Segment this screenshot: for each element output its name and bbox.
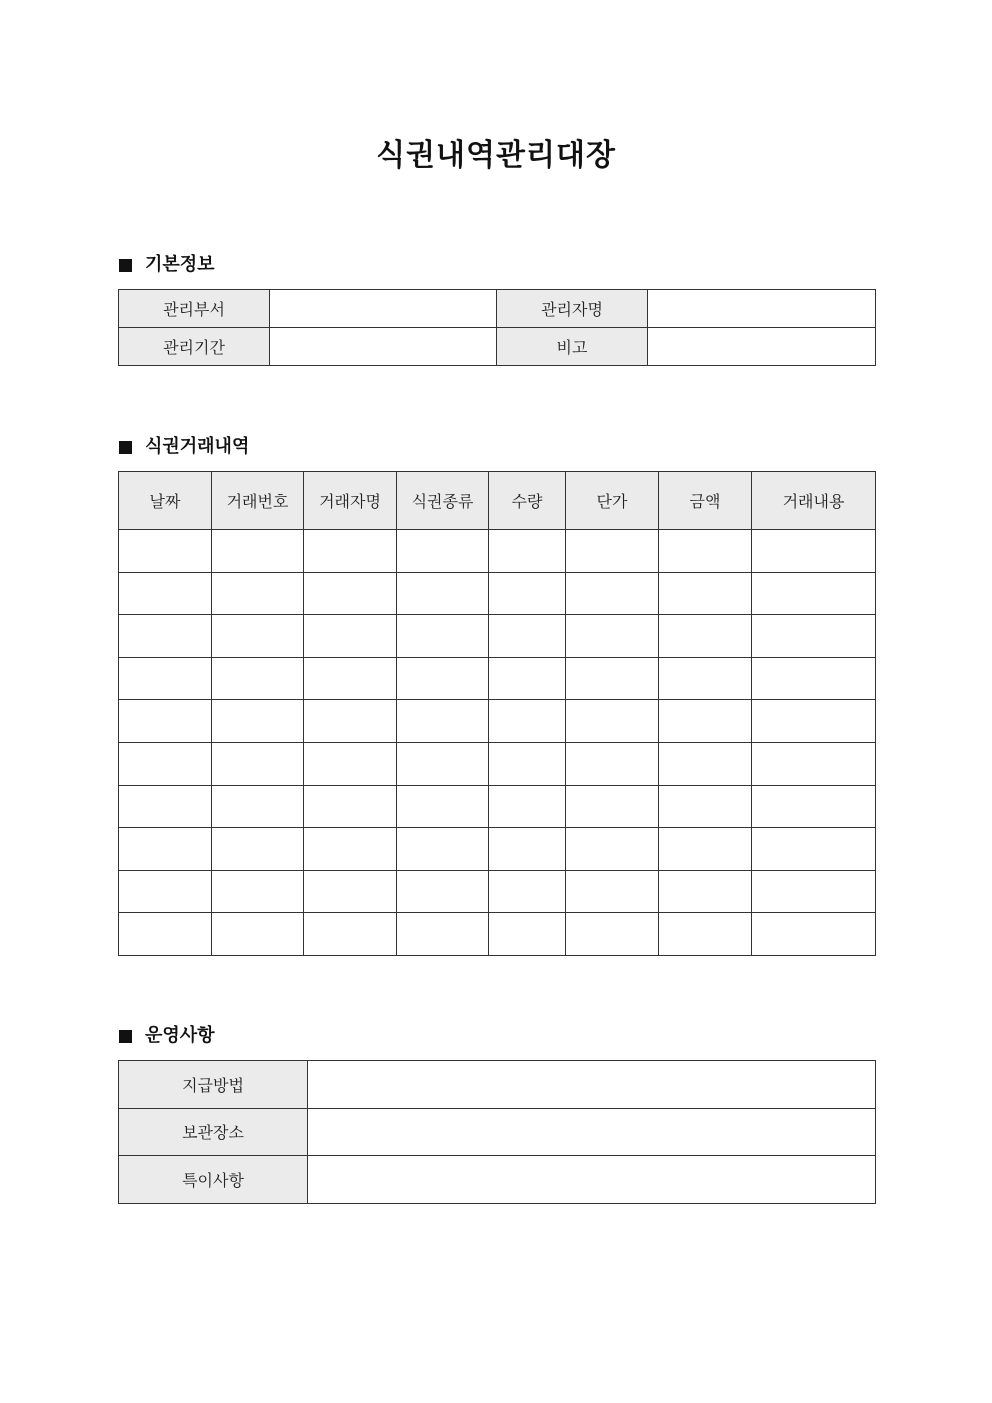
table-cell[interactable]: [659, 572, 752, 615]
table-cell[interactable]: [397, 657, 489, 700]
table-cell[interactable]: [752, 700, 876, 743]
table-cell[interactable]: [489, 615, 566, 658]
field-value-period[interactable]: [270, 328, 497, 366]
document-title: 식권내역관리대장: [376, 138, 616, 173]
table-row: [119, 870, 876, 913]
table-cell[interactable]: [304, 700, 397, 743]
table-cell[interactable]: [212, 700, 304, 743]
table-cell[interactable]: [489, 828, 566, 871]
table-cell[interactable]: [304, 572, 397, 615]
table-cell[interactable]: [212, 530, 304, 573]
table-cell[interactable]: [212, 913, 304, 956]
table-row: [119, 1061, 876, 1109]
square-bullet-icon: [119, 259, 132, 272]
table-cell[interactable]: [752, 742, 876, 785]
table-cell[interactable]: [212, 870, 304, 913]
column-header-transaction-number: 거래번호: [212, 472, 304, 530]
table-cell[interactable]: [659, 615, 752, 658]
section-heading-label: 운영사항: [145, 1025, 215, 1046]
table-cell[interactable]: [304, 828, 397, 871]
field-value-remarks[interactable]: [648, 328, 876, 366]
section-heading-basic-info: [119, 253, 215, 277]
field-label-special-notes: 특이사항: [119, 1156, 308, 1204]
table-row: [119, 615, 876, 658]
table-row: [119, 913, 876, 956]
table-cell[interactable]: [304, 530, 397, 573]
table-cell[interactable]: [566, 700, 659, 743]
table-cell[interactable]: [566, 530, 659, 573]
table-cell[interactable]: [119, 913, 212, 956]
table-cell[interactable]: [752, 828, 876, 871]
table-cell[interactable]: [212, 742, 304, 785]
table-row: [119, 530, 876, 573]
table-cell[interactable]: [566, 913, 659, 956]
table-cell[interactable]: [304, 785, 397, 828]
table-cell[interactable]: [659, 657, 752, 700]
table-cell[interactable]: [397, 742, 489, 785]
table-cell[interactable]: [489, 657, 566, 700]
table-cell[interactable]: [659, 828, 752, 871]
table-row: [119, 700, 876, 743]
table-cell[interactable]: [659, 530, 752, 573]
table-cell[interactable]: [119, 742, 212, 785]
column-header-quantity: 수량: [489, 472, 566, 530]
column-header-date: 날짜: [119, 472, 212, 530]
field-label-payment-method: 지급방법: [119, 1061, 308, 1109]
table-cell[interactable]: [397, 828, 489, 871]
table-cell[interactable]: [212, 785, 304, 828]
table-cell[interactable]: [119, 870, 212, 913]
field-label-manager: 관리자명: [497, 290, 648, 328]
table-cell[interactable]: [489, 530, 566, 573]
table-cell[interactable]: [119, 785, 212, 828]
column-header-unit-price: 단가: [566, 472, 659, 530]
table-row: [119, 290, 876, 328]
table-cell[interactable]: [659, 742, 752, 785]
table-row: [119, 742, 876, 785]
field-label-department: 관리부서: [119, 290, 270, 328]
table-cell[interactable]: [304, 870, 397, 913]
table-cell[interactable]: [489, 700, 566, 743]
square-bullet-icon: [119, 441, 132, 454]
field-label-storage-location: 보관장소: [119, 1108, 308, 1156]
table-cell[interactable]: [397, 530, 489, 573]
table-cell[interactable]: [566, 742, 659, 785]
table-cell[interactable]: [119, 615, 212, 658]
table-cell[interactable]: [659, 913, 752, 956]
table-cell[interactable]: [489, 870, 566, 913]
table-cell[interactable]: [659, 870, 752, 913]
table-cell[interactable]: [397, 615, 489, 658]
table-cell[interactable]: [304, 657, 397, 700]
table-cell[interactable]: [566, 785, 659, 828]
field-value-storage-location[interactable]: [308, 1108, 876, 1156]
section-heading-label: 식권거래내역: [145, 436, 250, 457]
table-cell[interactable]: [752, 657, 876, 700]
table-row: [119, 328, 876, 366]
transactions-table: [118, 471, 876, 956]
table-cell[interactable]: [752, 785, 876, 828]
table-cell[interactable]: [752, 530, 876, 573]
field-label-period: 관리기간: [119, 328, 270, 366]
table-cell[interactable]: [304, 615, 397, 658]
field-value-special-notes[interactable]: [308, 1156, 876, 1204]
section-heading-operations: [119, 1024, 215, 1048]
table-row: [119, 828, 876, 871]
table-cell[interactable]: [212, 657, 304, 700]
table-cell[interactable]: [566, 657, 659, 700]
table-cell[interactable]: [397, 700, 489, 743]
table-cell[interactable]: [489, 742, 566, 785]
table-cell[interactable]: [489, 572, 566, 615]
table-cell[interactable]: [397, 913, 489, 956]
table-cell[interactable]: [397, 785, 489, 828]
table-cell[interactable]: [304, 913, 397, 956]
table-cell[interactable]: [489, 913, 566, 956]
basic-info-table: [118, 289, 876, 366]
table-row: [119, 785, 876, 828]
table-cell[interactable]: [566, 828, 659, 871]
square-bullet-icon: [119, 1030, 132, 1043]
table-cell[interactable]: [752, 913, 876, 956]
table-cell[interactable]: [119, 657, 212, 700]
section-heading-transactions: [119, 435, 249, 459]
table-cell[interactable]: [119, 572, 212, 615]
table-cell[interactable]: [397, 572, 489, 615]
table-cell[interactable]: [489, 785, 566, 828]
table-cell[interactable]: [397, 870, 489, 913]
field-value-department[interactable]: [270, 290, 497, 328]
table-cell[interactable]: [659, 700, 752, 743]
table-cell[interactable]: [119, 828, 212, 871]
operations-table: [118, 1060, 876, 1204]
table-cell[interactable]: [752, 572, 876, 615]
table-cell[interactable]: [304, 742, 397, 785]
table-cell[interactable]: [566, 615, 659, 658]
table-cell[interactable]: [659, 785, 752, 828]
table-row: [119, 1156, 876, 1204]
field-label-remarks: 비고: [497, 328, 648, 366]
column-header-amount: 금액: [659, 472, 752, 530]
table-header-row: [119, 472, 876, 530]
column-header-details: 거래내용: [752, 472, 876, 530]
table-cell[interactable]: [566, 870, 659, 913]
column-header-ticket-type: 식권종류: [397, 472, 489, 530]
table-row: [119, 1108, 876, 1156]
section-heading-label: 기본정보: [145, 254, 215, 275]
table-cell[interactable]: [212, 828, 304, 871]
table-cell[interactable]: [212, 572, 304, 615]
table-cell[interactable]: [752, 870, 876, 913]
table-cell[interactable]: [119, 700, 212, 743]
table-cell[interactable]: [212, 615, 304, 658]
table-cell[interactable]: [119, 530, 212, 573]
column-header-trader-name: 거래자명: [304, 472, 397, 530]
table-row: [119, 572, 876, 615]
field-value-manager[interactable]: [648, 290, 876, 328]
table-cell[interactable]: [566, 572, 659, 615]
table-row: [119, 657, 876, 700]
field-value-payment-method[interactable]: [308, 1061, 876, 1109]
table-cell[interactable]: [752, 615, 876, 658]
